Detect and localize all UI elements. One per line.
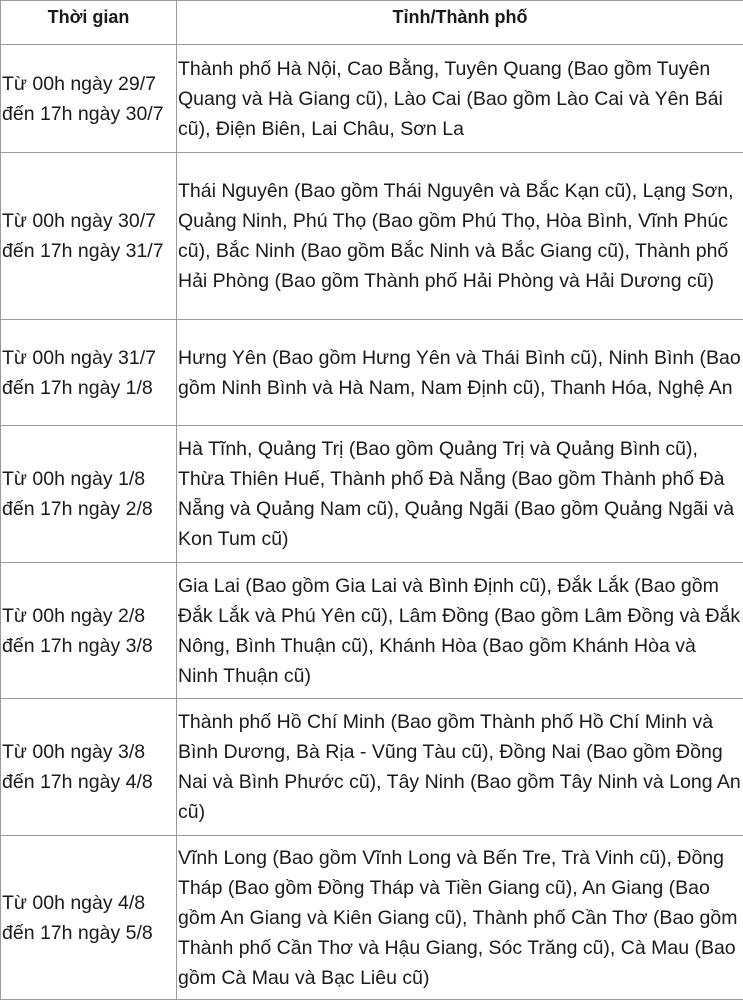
time-cell: Từ 00h ngày 2/8 đến 17h ngày 3/8 [1,563,177,699]
time-cell: Từ 00h ngày 31/7 đến 17h ngày 1/8 [1,320,177,426]
time-cell: Từ 00h ngày 3/8 đến 17h ngày 4/8 [1,699,177,836]
time-cell: Từ 00h ngày 1/8 đến 17h ngày 2/8 [1,426,177,563]
province-cell: Hà Tĩnh, Quảng Trị (Bao gồm Quảng Trị và Quảng Bình cũ), Thừa Thiên Huế, Thành phố Đà Nẵng (Bao gồm Thành phố Đà Nẵng và Quảng Nam cũ), Quảng Ngãi (Bao gồm Quảng Ngãi và Kon Tum cũ) [177,426,743,563]
province-cell: Thành phố Hà Nội, Cao Bằng, Tuyên Quang (Bao gồm Tuyên Quang và Hà Giang cũ), Lào Cai (Bao gồm Lào Cai và Yên Bái cũ), Điện Biên, Lai Châu, Sơn La [177,45,743,153]
province-cell: Hưng Yên (Bao gồm Hưng Yên và Thái Bình cũ), Ninh Bình (Bao gồm Ninh Bình và Hà Nam, Nam Định cũ), Thanh Hóa, Nghệ An [177,320,743,426]
table-row [1,153,743,320]
province-cell: Gia Lai (Bao gồm Gia Lai và Bình Định cũ), Đắk Lắk (Bao gồm Đắk Lắk và Phú Yên cũ), Lâm Đồng (Bao gồm Lâm Đồng và Đắk Nông, Bình Thuận cũ), Khánh Hòa (Bao gồm Khánh Hòa và Ninh Thuận cũ) [177,563,743,699]
table-row [1,563,743,699]
header-row [1,1,743,45]
province-cell: Thành phố Hồ Chí Minh (Bao gồm Thành phố Hồ Chí Minh và Bình Dương, Bà Rịa - Vũng Tàu cũ), Đồng Nai (Bao gồm Đồng Nai và Bình Phước cũ), Tây Ninh (Bao gồm Tây Ninh và Long An cũ) [177,699,743,836]
time-cell: Từ 00h ngày 29/7 đến 17h ngày 30/7 [1,45,177,153]
header-province: Tỉnh/Thành phố [177,1,743,45]
table-row [1,45,743,153]
province-cell: Thái Nguyên (Bao gồm Thái Nguyên và Bắc Kạn cũ), Lạng Sơn, Quảng Ninh, Phú Thọ (Bao gồm Phú Thọ, Hòa Bình, Vĩnh Phúc cũ), Bắc Ninh (Bao gồm Bắc Ninh và Bắc Giang cũ), Thành phố Hải Phòng (Bao gồm Thành phố Hải Phòng và Hải Dương cũ) [177,153,743,320]
time-cell: Từ 00h ngày 4/8 đến 17h ngày 5/8 [1,836,177,1000]
header-time: Thời gian [1,1,177,45]
table-row [1,836,743,1000]
table-row [1,426,743,563]
province-cell: Vĩnh Long (Bao gồm Vĩnh Long và Bến Tre, Trà Vinh cũ), Đồng Tháp (Bao gồm Đồng Tháp và Tiền Giang cũ), An Giang (Bao gồm An Giang và Kiên Giang cũ), Thành phố Cần Thơ (Bao gồm Thành phố Cần Thơ và Hậu Giang, Sóc Trăng cũ), Cà Mau (Bao gồm Cà Mau và Bạc Liêu cũ) [177,836,743,1000]
table-row [1,320,743,426]
time-cell: Từ 00h ngày 30/7 đến 17h ngày 31/7 [1,153,177,320]
table-row [1,699,743,836]
